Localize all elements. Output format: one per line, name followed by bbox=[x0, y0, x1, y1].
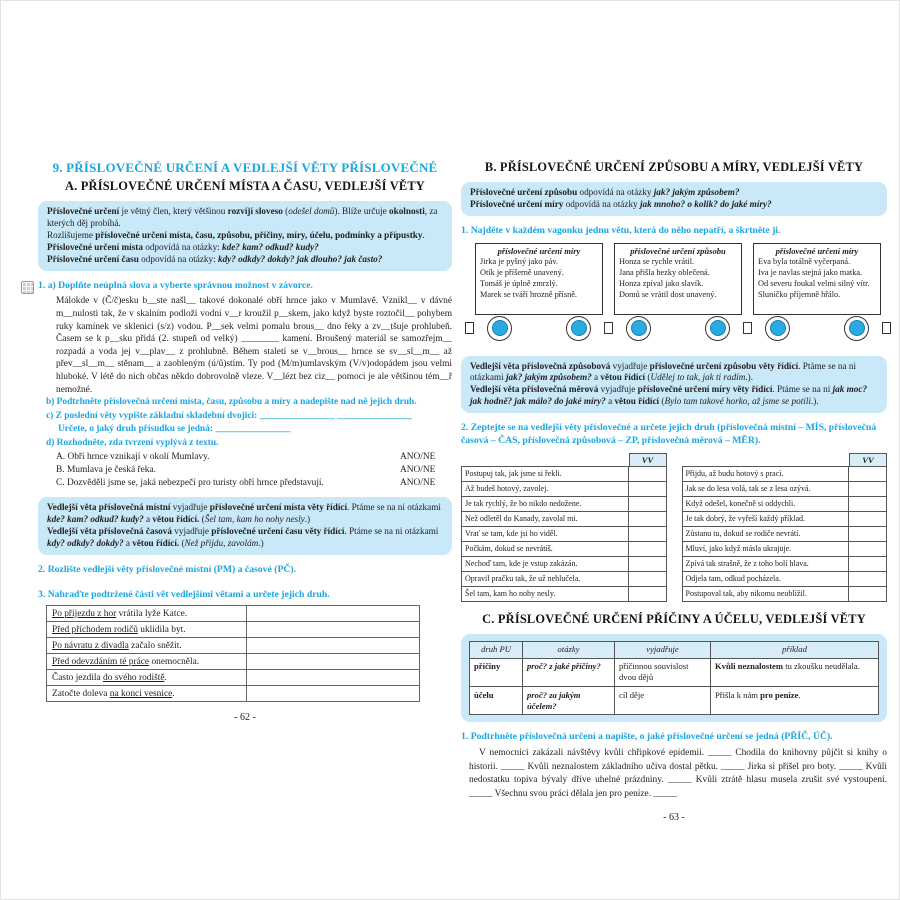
page-62 bbox=[38, 160, 452, 723]
table-row bbox=[462, 511, 666, 526]
wagon-3 bbox=[753, 243, 881, 349]
exercise-1c-line2: Určete, o jaký druh přísudku se jedná: ________________ bbox=[58, 424, 291, 435]
sentence-cell: Po návratu z divadla začalo sněžit. bbox=[47, 638, 247, 653]
chapter-title: 9. PŘÍSLOVEČNÉ URČENÍ A VEDLEJŠÍ VĚTY PŘÍSLOVEČNÉ bbox=[52, 160, 438, 175]
table-row bbox=[47, 685, 419, 701]
vv-column-header: VV bbox=[629, 453, 667, 467]
exercise-c1-heading: 1. Podtrhněte příslovečná určení a napište, o jaké příslovečné určení se jedná (PŘÍČ, ÚČ). bbox=[461, 731, 833, 743]
answer-cell bbox=[247, 654, 419, 669]
table-row bbox=[462, 556, 666, 571]
table-row bbox=[462, 481, 666, 496]
exercise-3-table bbox=[46, 605, 420, 702]
exercise-1a-heading: 1. a) Doplňte neúplná slova a vyberte správnou možnost v závorce. bbox=[38, 280, 452, 293]
option-ano-ne: ANO/NE bbox=[400, 451, 436, 462]
infobox-zpusob-mira: Příslovečné určení způsobu odpovídá na otázky jak? jakým způsobem? Příslovečné určení míry odpovídá na otázky jak mnoho? o kolik? do jaké míry? bbox=[461, 182, 887, 216]
page-63 bbox=[461, 160, 887, 823]
train-illustration bbox=[475, 243, 887, 349]
wheel-icon bbox=[566, 316, 591, 341]
answer-cell bbox=[848, 572, 886, 586]
sentence-cell: Zpívá tak strašně, že z toho bolí hlava. bbox=[685, 558, 809, 568]
sentence-cell: Nechoď tam, kde je vstup zakázán. bbox=[465, 558, 578, 568]
wagon-2-title: příslovečné určení způsobu bbox=[630, 245, 726, 256]
wheel-icon bbox=[705, 316, 730, 341]
wagon-3-title: příslovečné určení míry bbox=[775, 245, 859, 256]
sentence-cell: Zatočte doleva na konci vesnice. bbox=[47, 686, 247, 701]
sentence-cell: Jak se do lesa volá, tak se z lesa ozývá. bbox=[685, 483, 811, 493]
wheel-icon bbox=[487, 316, 512, 341]
header-otazky: otázky bbox=[522, 642, 614, 658]
table-row bbox=[47, 606, 419, 621]
option-text: B. Mumlava je česká řeka. bbox=[56, 464, 156, 475]
sentence-cell: Před odevzdáním té práce onemocněla. bbox=[47, 654, 247, 669]
sentence-cell: Počkám, dokud se nevrátíš. bbox=[465, 543, 553, 553]
vv-tables bbox=[461, 453, 887, 602]
sentence-cell: Je tak rychlý, že ho nikdo nedožene. bbox=[465, 498, 582, 508]
answer-cell bbox=[848, 512, 886, 526]
coupler-icon bbox=[882, 322, 891, 334]
wagon-3-sentences: Eva byla totálně vyčerpaná. Iva je navlas stejná jako matka. Od severu foukal velmi silný vítr. Sluníčko příjemně hřálo. bbox=[758, 257, 870, 300]
option-row bbox=[56, 477, 452, 490]
infobox-vedlejsi-vety-mistni-casova: Vedlejší věta příslovečná místní vyjadřuje příslovečné určení místa věty řídící. Ptáme se na ni otázkami kde? kam? odkud? kudy? a větou řídící. (Šel tam, kam ho nohy nesly.) Vedlejší věta příslovečná časová vyjadřuje příslovečné určení času věty řídící. Ptáme se na ni otázkami kdy? odkdy? dokdy? a větou řídící. (Než přijdu, zavolám.) bbox=[38, 497, 452, 555]
exercise-2-heading: 2. Rozlište vedlejší věty příslovečné místní (PM) a časové (PČ). bbox=[38, 563, 297, 575]
table-row bbox=[462, 586, 666, 601]
answer-cell bbox=[247, 686, 419, 701]
answer-cell bbox=[848, 557, 886, 571]
sentence-cell: Postupuj tak, jak jsme si řekli. bbox=[465, 468, 562, 478]
exercise-1d-options bbox=[38, 451, 452, 490]
page-number-63: - 63 - bbox=[663, 811, 685, 823]
exercise-marker-icon bbox=[21, 281, 34, 294]
option-text: C. Dozvěděli jsme se, jaká nebezpečí pro turisty obří hrnce představují. bbox=[56, 477, 324, 488]
sentence-cell: Je tak dobrý, že vyřeší každý příklad. bbox=[685, 513, 806, 523]
exercise-1b-heading: b) Podtrhněte příslovečná určení místa, času, způsobu a míry a nadepište nad ně jejich druh. bbox=[46, 397, 417, 408]
sentence-cell: Vrať se tam, kde jsi ho viděl. bbox=[465, 528, 558, 538]
sentence-cell: Odjela tam, odkud pocházela. bbox=[685, 573, 781, 583]
coupler-icon bbox=[743, 322, 752, 334]
exercise-1d-heading: d) Rozhodněte, zda tvrzení vyplývá z textu. bbox=[46, 438, 219, 448]
table-row bbox=[683, 481, 887, 496]
answer-cell bbox=[848, 587, 886, 601]
vv-table-right bbox=[682, 453, 888, 602]
answer-cell bbox=[628, 512, 666, 526]
exercise-1a-text: Málokde v (Č/č)esku b__ste našl__ takové dokonalé obří hrnce jako v Mumlavě. Vznikl__ v dávné m__nulosti tak, že v skalním podloží vodní v__r kroužil p__skem, jako když byste roztočil__ pohybem ruky kamínek ve sklenici (s/z) vodou. P__sek velmi pomalu brous__ dno řeky a zv__tšuje prohlubeň. Časem se k p__sku přidá (2. stupeň od velký) ________ kamení. Broušený materiál se samozřejm__ rozpadá a voda jej v__plav__ z prohlubně. Během staletí se v__brous__ hrnce se sv__sl__m__ až přev__sl__m__ stěnam__ a zaobleným (ú/ů)stím. Ty pod (M/m)umlavským (V/v)odopádem jsou velmi hluboké. V létě do nich občas někdo dobrovolně vleze. V__lézt bez ciz__ pomoci je ale většinou tém__ř nemožné. bbox=[56, 296, 452, 395]
option-ano-ne: ANO/NE bbox=[400, 477, 436, 488]
wagon-1-sentences: Jirka je pyšný jako páv. Otík je příšerně unavený. Tomáš je úplně zmrzlý. Marek se tváří hrozně přísně. bbox=[480, 257, 577, 300]
infobox-vedlejsi-vety-zpusobova-merova: Vedlejší věta příslovečná způsobová vyjadřuje příslovečné určení způsobu věty řídící. Ptáme se na ni otázkami jak? jakým způsobem? a větou řídící (Udělej to tak, jak ti radím.). Vedlejší věta příslovečná měrová vyjadřuje příslovečné určení míry věty řídící. Ptáme se na ni jak moc? jak hodně? jak málo? do jaké míry? a větou řídící (Bylo tam takové horko, až jsme se potili.). bbox=[461, 356, 887, 414]
option-row bbox=[56, 451, 452, 464]
answer-cell bbox=[848, 542, 886, 556]
infobox-prislovecne-urceni: Příslovečné určení je větný člen, který většinou rozvíjí sloveso (odešel domů). Blíže určuje okolnosti, za kterých děj probíhá. Rozlišujeme příslovečné určení místa, času, způsobu, příčiny, míry, účelu, podmínky a přípustky. Příslovečné určení místa odpovídá na otázky: kde? kam? odkud? kudy? Příslovečné určení času odpovídá na otázky: kdy? odkdy? dokdy? jak dlouho? jak často? bbox=[38, 201, 452, 271]
sentence-cell: Mluví, jako když másla ukrajuje. bbox=[685, 543, 792, 553]
wagon-1-title: příslovečné určení míry bbox=[497, 245, 581, 256]
page-number-62: - 62 - bbox=[234, 712, 256, 724]
answer-cell bbox=[628, 587, 666, 601]
header-druh-pu: druh PU bbox=[470, 642, 522, 658]
answer-cell bbox=[848, 482, 886, 496]
exercise-b1-heading: 1. Najděte v každém vagonku jednu větu, která do něho nepatří, a škrtněte ji. bbox=[461, 224, 781, 236]
answer-cell bbox=[628, 542, 666, 556]
section-b-title: B. PŘÍSLOVEČNÉ URČENÍ ZPŮSOBU A MÍRY, VEDLEJŠÍ VĚTY bbox=[484, 160, 864, 174]
sentence-cell: Často jezdila do svého rodiště. bbox=[47, 670, 247, 685]
table-row bbox=[683, 526, 887, 541]
exercise-1c-line1: c) Z poslední věty vypište základní skladební dvojici: ________________ ________________ bbox=[46, 410, 412, 421]
wagon-1 bbox=[475, 243, 603, 349]
answer-cell bbox=[247, 638, 419, 653]
wagon-2 bbox=[614, 243, 742, 349]
table-row bbox=[47, 621, 419, 637]
exercise-b2-heading: 2. Zeptejte se na vedlejší věty příslovečné a určete jejich druh (příslovečná místní – MÍS, příslovečná časová – ČAS, příslovečná způsobová – ZP, příslovečná měrová – MĚR). bbox=[461, 422, 877, 446]
exercise-3-heading: 3. Nahraďte podtržené části vět vedlejšími větami a určete jejich druh. bbox=[38, 588, 330, 600]
answer-cell bbox=[628, 467, 666, 481]
sentence-cell: Přijdu, až budu hotový s prací. bbox=[685, 468, 784, 478]
table-row bbox=[47, 637, 419, 653]
table-row bbox=[683, 467, 887, 481]
option-text: A. Obří hrnce vznikají v okolí Mumlavy. bbox=[56, 451, 210, 462]
answer-cell bbox=[848, 467, 886, 481]
wagon-2-sentences: Honza se rychle vrátil. Jana přišla hezky oblečená. Honza zpíval jako slavík. Domů se vrátil dost unavený. bbox=[619, 257, 717, 300]
table-row bbox=[47, 669, 419, 685]
section-c-title: C. PŘÍSLOVEČNÉ URČENÍ PŘÍČINY A ÚČELU, VEDLEJŠÍ VĚTY bbox=[482, 611, 866, 626]
sentence-cell: Po příjezdu z hor vrátila lyže Katce. bbox=[47, 606, 247, 621]
table-row bbox=[683, 556, 887, 571]
infobox-pricina-ucel bbox=[461, 634, 887, 723]
table-header-row bbox=[470, 642, 878, 658]
option-ano-ne: ANO/NE bbox=[400, 464, 436, 475]
answer-cell bbox=[848, 527, 886, 541]
table-row bbox=[683, 586, 887, 601]
answer-cell bbox=[247, 622, 419, 637]
coupler-icon bbox=[465, 322, 474, 334]
answer-cell bbox=[628, 482, 666, 496]
answer-cell bbox=[628, 527, 666, 541]
option-row bbox=[56, 464, 452, 477]
vv-column-header: VV bbox=[849, 453, 887, 467]
header-priklad: příklad bbox=[710, 642, 878, 658]
vv-table-left bbox=[461, 453, 667, 602]
answer-cell bbox=[628, 572, 666, 586]
table-row bbox=[462, 541, 666, 556]
answer-cell bbox=[848, 497, 886, 511]
table-row bbox=[683, 496, 887, 511]
table-row-ucelu: účelu proč? za jakým účelem? cíl děje Přišla k nám pro peníze. bbox=[470, 686, 878, 714]
table-row bbox=[462, 467, 666, 481]
section-a-title: A. PŘÍSLOVEČNÉ URČENÍ MÍSTA A ČASU, VEDLEJŠÍ VĚTY bbox=[65, 179, 425, 193]
table-row bbox=[683, 571, 887, 586]
table-row bbox=[462, 526, 666, 541]
sentence-cell: Když odešel, konečně si oddychli. bbox=[685, 498, 796, 508]
wheel-icon bbox=[765, 316, 790, 341]
answer-cell bbox=[628, 497, 666, 511]
table-row bbox=[462, 496, 666, 511]
table-row bbox=[683, 511, 887, 526]
wheel-icon bbox=[626, 316, 651, 341]
pricina-ucel-table bbox=[469, 641, 879, 716]
sentence-cell: Šel tam, kam ho nohy nesly. bbox=[465, 588, 556, 598]
table-row bbox=[47, 653, 419, 669]
sentence-cell: Zůstanu tu, dokud se rodiče nevrátí. bbox=[685, 528, 801, 538]
answer-cell bbox=[628, 557, 666, 571]
answer-cell bbox=[247, 606, 419, 621]
wheel-icon bbox=[844, 316, 869, 341]
table-row bbox=[683, 541, 887, 556]
answer-cell bbox=[247, 670, 419, 685]
header-vyjadruje: vyjadřuje bbox=[614, 642, 710, 658]
sentence-cell: Postupoval tak, aby nikomu neublížil. bbox=[685, 588, 807, 598]
coupler-icon bbox=[604, 322, 613, 334]
table-row-priciny: příčiny proč? z jaké příčiny? příčinnou souvislost dvou dějů Kvůli neznalostem tu zkoušku neudělala. bbox=[470, 658, 878, 686]
sentence-cell: Před příchodem rodičů uklidila byt. bbox=[47, 622, 247, 637]
exercise-c1-text: V nemocnici zakázali návštěvy kvůli chřipkové epidemii. _____ Chodila do knihovny půjčit si knihy o historii. _____ Kvůli neznalostem základního učiva dostal pětku. _____ Jirka si přišel pro boty. _____ Kvůli nedostatku topiva bývaly dříve uhelné prázdniny. _____ Kvůli ztrátě hlasu musela zrušit své vystoupení. _____ Všechnu svou práci dělala jen pro peníze. _____ bbox=[469, 748, 887, 799]
sentence-cell: Než odletěl do Kanady, zavolal mi. bbox=[465, 513, 578, 523]
table-row bbox=[462, 571, 666, 586]
sentence-cell: Až budeš hotový, zavolej. bbox=[465, 483, 549, 493]
sentence-cell: Opravil pračku tak, že už nehlučela. bbox=[465, 573, 581, 583]
